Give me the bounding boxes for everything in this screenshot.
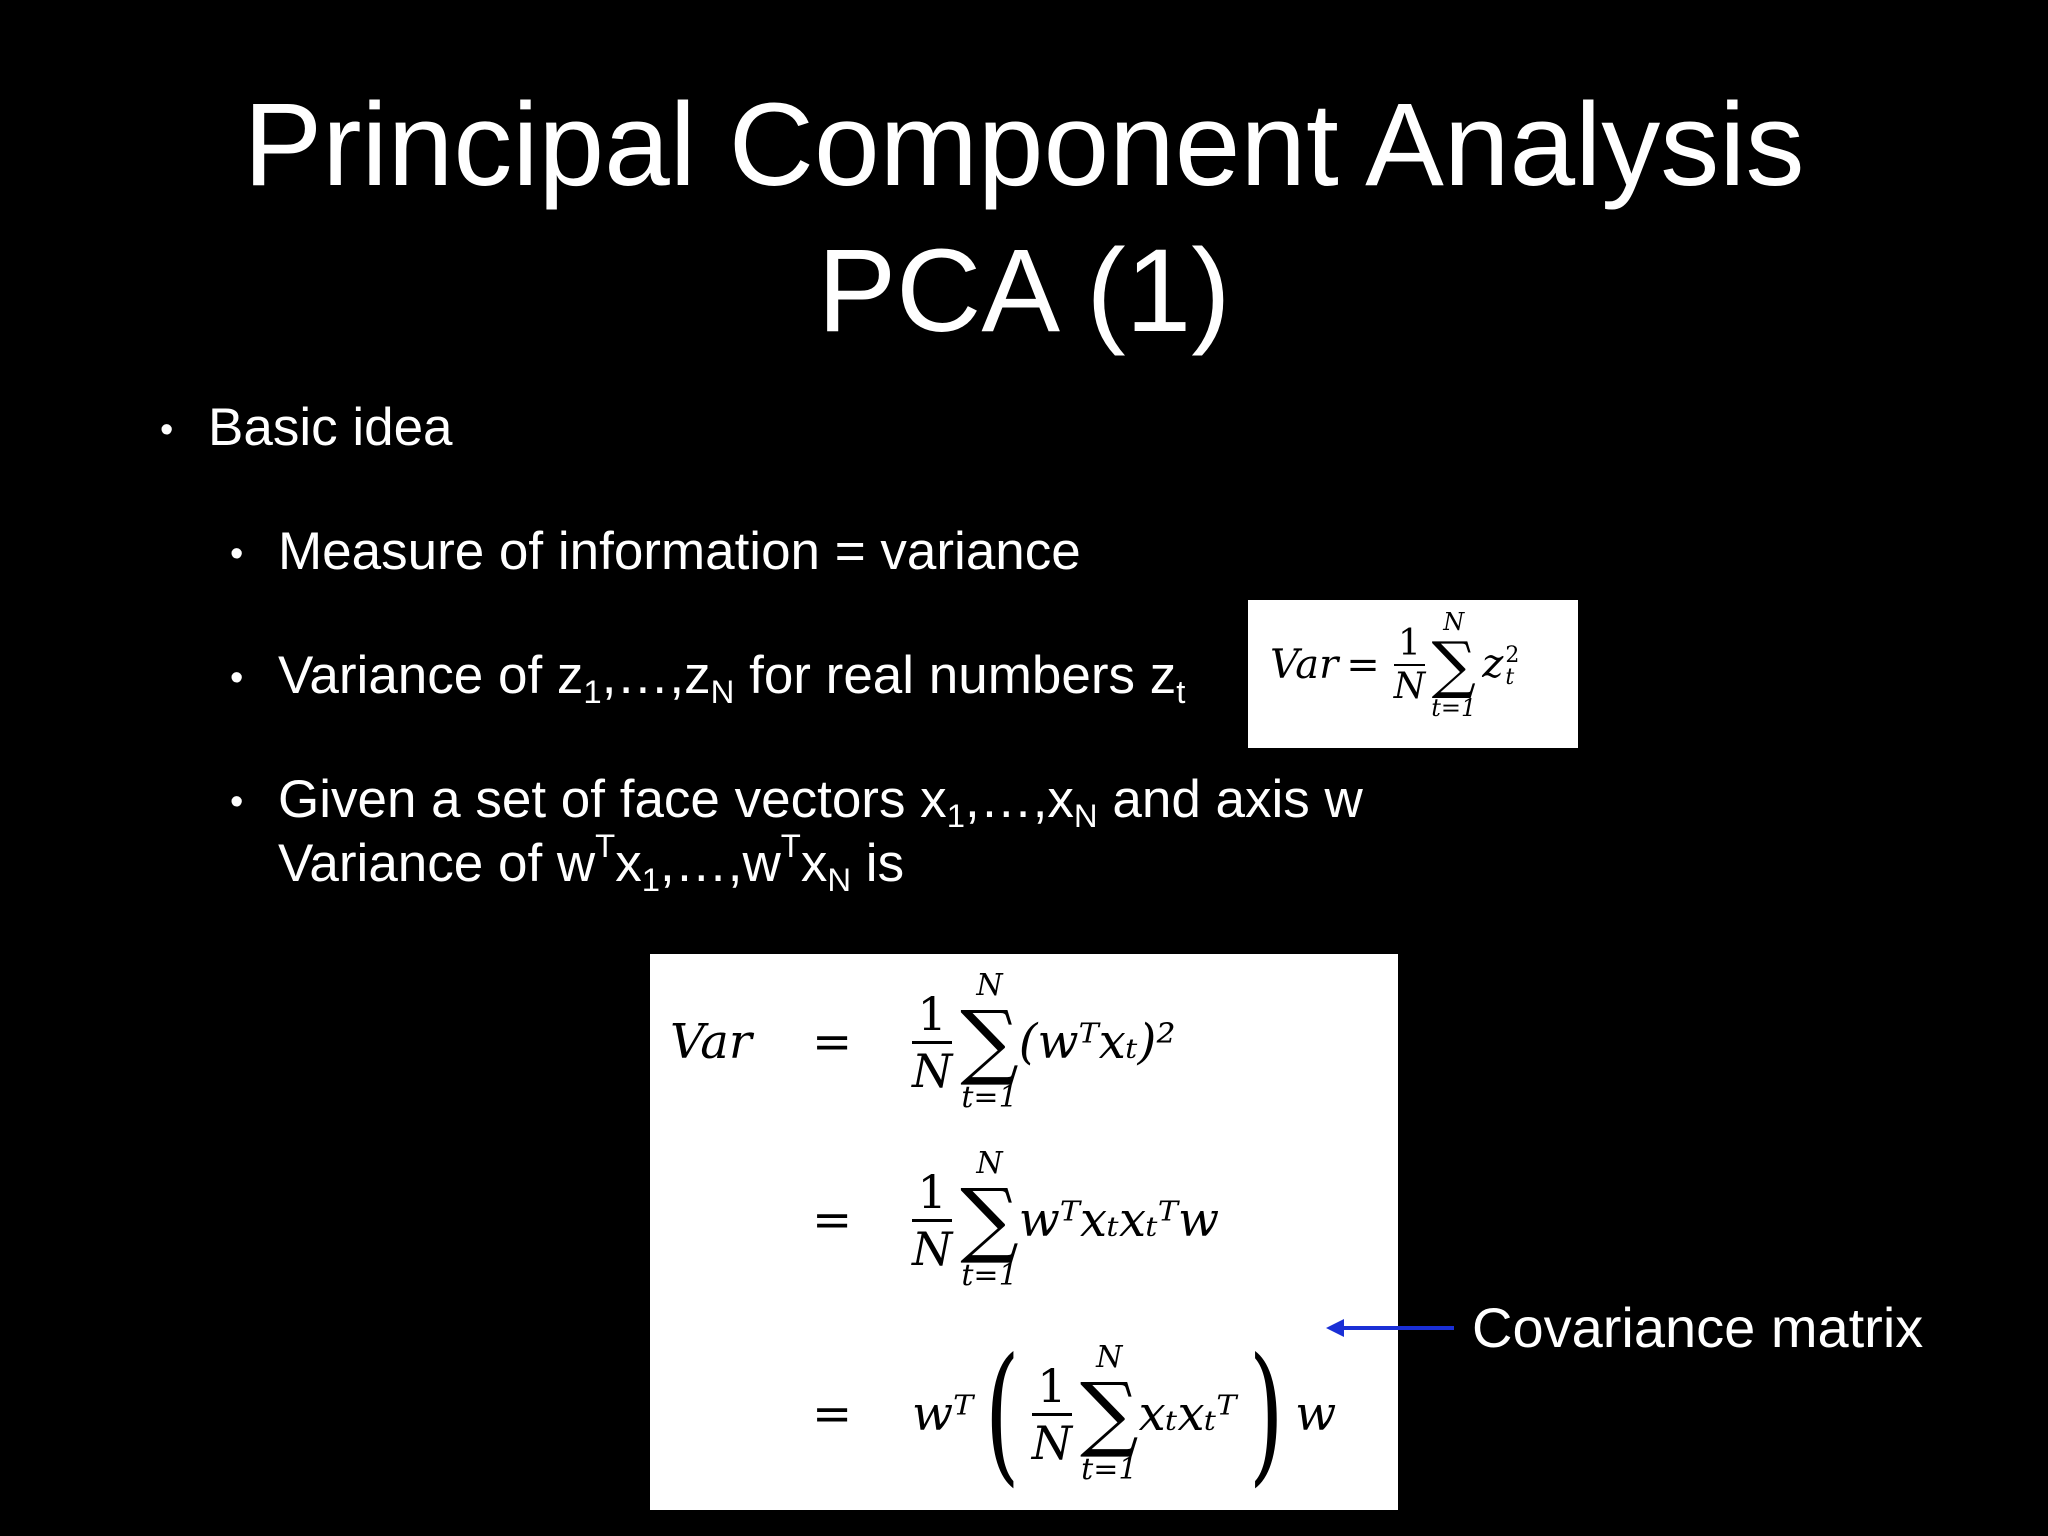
bullet-text: Measure of information = variance: [278, 522, 1081, 581]
derivation-row-2: [650, 1146, 1398, 1293]
derivation-equals: =: [812, 1014, 853, 1070]
formula-term: z 2 t: [1482, 641, 1520, 690]
derivation-lhs: Var: [670, 1014, 752, 1070]
bullet-dot: •: [160, 409, 174, 451]
derivation-rhs: $\frac{1}{N}$ N ∑ t=1 wᵀxₜxₜᵀw: [912, 1146, 1220, 1293]
derivation-rhs: wᵀ ( $\frac{1}{N}$ N ∑ t=1 xₜxₜᵀ ) w: [912, 1327, 1337, 1501]
bullet-measure: [230, 520, 1081, 584]
bullet-text-line2: Variance of $w^Tx_1,\dots,w^Tx_N$ is: [278, 827, 905, 898]
derivation-rhs: $\frac{1}{N}$ N ∑ t=1 (wᵀxₜ)²: [912, 968, 1176, 1115]
formula-equals: =: [1346, 642, 1380, 688]
bullet-text: Variance of $z_1,\dots,z_N$ for real numbers $z_t$: [278, 646, 1186, 710]
bullet-dot: •: [230, 781, 244, 823]
slide-title-line2: PCA (1): [817, 225, 1231, 357]
variance-formula: [1270, 610, 1519, 720]
bullet-basic-idea: [160, 396, 453, 460]
covariance-matrix-label: Covariance matrix: [1472, 1296, 1924, 1359]
bullet-variance-def: [230, 644, 1186, 710]
bullet-dot: •: [230, 657, 244, 699]
bullet-text: Basic idea: [208, 398, 453, 457]
derivation-equals: =: [812, 1386, 853, 1442]
formula-lhs: Var: [1270, 642, 1339, 688]
bullet-text-line1: Given a set of face vectors $x_1,\dots,x_N$ and axis w: [278, 770, 1363, 834]
slide-title: [0, 72, 2048, 364]
slide-title-line1: Principal Component Analysis: [243, 79, 1805, 211]
bullet-face-vectors: [230, 768, 1363, 898]
formula-sum: N ∑ t=1: [1431, 608, 1477, 722]
variance-derivation-image: [650, 954, 1398, 1510]
formula-fraction: $\frac{1}{N}$: [1393, 623, 1426, 707]
derivation-equals: =: [812, 1192, 853, 1248]
covariance-arrow-icon: [1326, 1316, 1456, 1340]
variance-formula-image: [1248, 600, 1578, 748]
derivation-row-1: [650, 968, 1398, 1115]
derivation-row-3: [650, 1324, 1398, 1504]
bullet-dot: •: [230, 533, 244, 575]
